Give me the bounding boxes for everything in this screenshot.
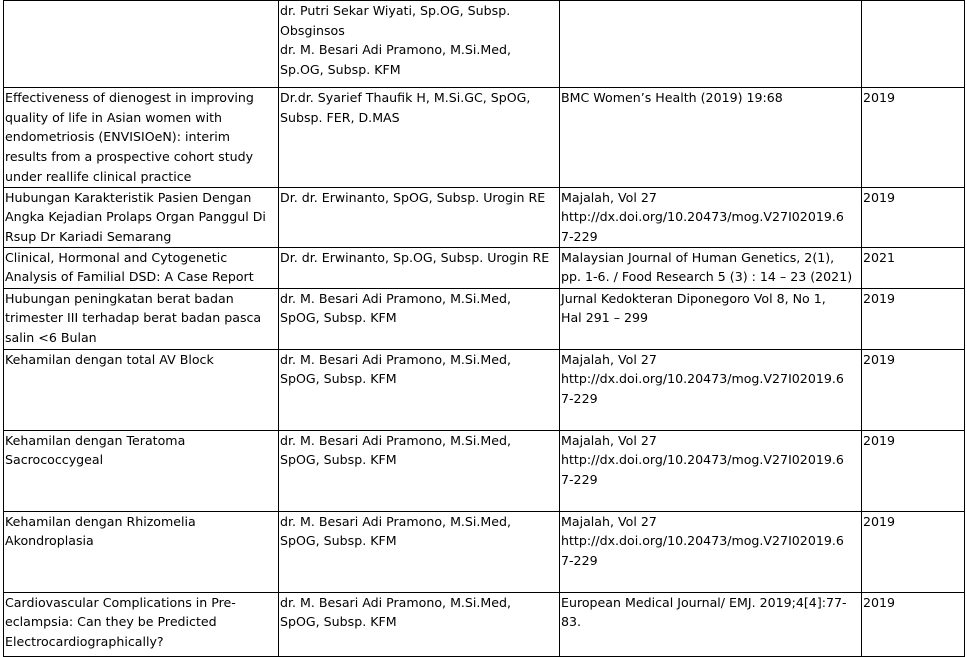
title-cell: Hubungan Karakteristik Pasien Dengan Angka Kejadian Prolaps Organ Panggul Di Rsup Dr Kariadi Semarang	[4, 187, 279, 247]
source-cell: Majalah, Vol 27 http://dx.doi.org/10.20473/mog.V27I02019.6 7-229	[560, 511, 862, 592]
year-cell: 2019	[862, 511, 965, 592]
table-row	[4, 349, 965, 430]
authors-cell: dr. M. Besari Adi Pramono, M.Si.Med, SpOG, Subsp. KFM	[279, 592, 560, 656]
title-cell: Effectiveness of dienogest in improving quality of life in Asian women with endometriosis (ENVISIOeN): interim results from a prospective cohort study under reallife clinical practice	[4, 88, 279, 188]
authors-cell: dr. M. Besari Adi Pramono, M.Si.Med, SpOG, Subsp. KFM	[279, 430, 560, 511]
source-cell: Jurnal Kedokteran Diponegoro Vol 8, No 1, Hal 291 – 299	[560, 288, 862, 349]
table-row	[4, 247, 965, 288]
authors-cell: Dr.dr. Syarief Thaufik H, M.Si.GC, SpOG, Subsp. FER, D.MAS	[279, 88, 560, 188]
table-row	[4, 288, 965, 349]
authors-cell: Dr. dr. Erwinanto, Sp.OG, Subsp. Urogin RE	[279, 247, 560, 288]
authors-cell: dr. M. Besari Adi Pramono, M.Si.Med, SpOG, Subsp. KFM	[279, 349, 560, 430]
source-cell: Majalah, Vol 27 http://dx.doi.org/10.20473/mog.V27I02019.6 7-229	[560, 187, 862, 247]
authors-cell: dr. M. Besari Adi Pramono, M.Si.Med, SpOG, Subsp. KFM	[279, 288, 560, 349]
source-cell: European Medical Journal/ EMJ. 2019;4[4]:77- 83.	[560, 592, 862, 656]
authors-cell: dr. Putri Sekar Wiyati, Sp.OG, Subsp. Obsginsos dr. M. Besari Adi Pramono, M.Si.Med, Sp.OG, Subsp. KFM	[279, 1, 560, 88]
year-cell	[862, 1, 965, 88]
table-row	[4, 1, 965, 88]
year-cell: 2019	[862, 592, 965, 656]
table-row	[4, 430, 965, 511]
table-row	[4, 511, 965, 592]
source-cell: Majalah, Vol 27 http://dx.doi.org/10.20473/mog.V27I02019.6 7-229	[560, 349, 862, 430]
year-cell: 2021	[862, 247, 965, 288]
title-cell: Hubungan peningkatan berat badan trimester III terhadap berat badan pasca salin <6 Bulan	[4, 288, 279, 349]
year-cell: 2019	[862, 349, 965, 430]
year-cell: 2019	[862, 430, 965, 511]
year-cell: 2019	[862, 187, 965, 247]
source-cell: Malaysian Journal of Human Genetics, 2(1), pp. 1-6. / Food Research 5 (3) : 14 – 23 (2021)	[560, 247, 862, 288]
table-row	[4, 592, 965, 656]
authors-cell: dr. M. Besari Adi Pramono, M.Si.Med, SpOG, Subsp. KFM	[279, 511, 560, 592]
year-cell: 2019	[862, 288, 965, 349]
source-cell	[560, 1, 862, 88]
title-cell: Clinical, Hormonal and Cytogenetic Analysis of Familial DSD: A Case Report	[4, 247, 279, 288]
source-cell: BMC Women’s Health (2019) 19:68	[560, 88, 862, 188]
title-cell: Kehamilan dengan Rhizomelia Akondroplasia	[4, 511, 279, 592]
title-cell: Cardiovascular Complications in Pre- eclampsia: Can they be Predicted Electrocardiographically?	[4, 592, 279, 656]
publications-table	[3, 0, 965, 657]
table-row	[4, 187, 965, 247]
authors-cell: Dr. dr. Erwinanto, SpOG, Subsp. Urogin RE	[279, 187, 560, 247]
title-cell: Kehamilan dengan total AV Block	[4, 349, 279, 430]
title-cell: Kehamilan dengan Teratoma Sacrococcygeal	[4, 430, 279, 511]
year-cell: 2019	[862, 88, 965, 188]
table-row	[4, 88, 965, 188]
title-cell	[4, 1, 279, 88]
source-cell: Majalah, Vol 27 http://dx.doi.org/10.20473/mog.V27I02019.6 7-229	[560, 430, 862, 511]
